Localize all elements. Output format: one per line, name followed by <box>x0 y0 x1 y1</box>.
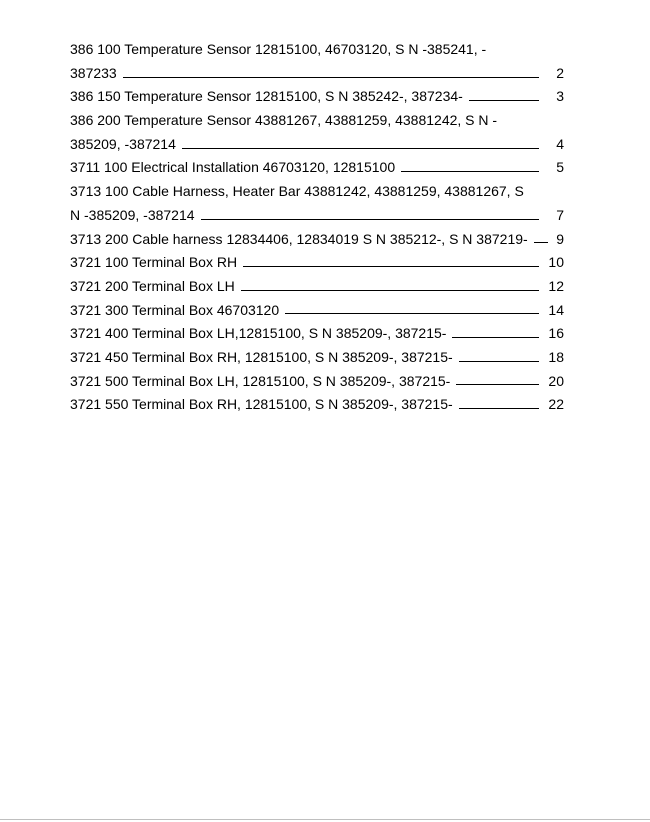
toc-entry[interactable] <box>70 133 564 157</box>
toc-page-number: 12 <box>548 277 564 294</box>
toc-entry-title: 3721 400 Terminal Box LH,12815100, S N 385209-, 387215- <box>70 325 447 342</box>
toc-entry-line <box>70 38 564 62</box>
toc-page-number: 4 <box>556 135 564 152</box>
dot-leader <box>201 218 539 220</box>
toc-entry[interactable] <box>70 275 564 299</box>
toc-entry-title: 3721 550 Terminal Box RH, 12815100, S N 385209-, 387215- <box>70 396 453 413</box>
toc-entry-line <box>70 180 564 204</box>
toc-entry-title: 3721 200 Terminal Box LH <box>70 277 235 294</box>
toc-page-number: 10 <box>548 254 564 271</box>
dot-leader <box>459 360 539 362</box>
toc-entry-title: 386 150 Temperature Sensor 12815100, S N 385242-, 387234- <box>70 88 463 105</box>
toc-entry-title: N -385209, -387214 <box>70 206 195 223</box>
dot-leader <box>285 312 539 314</box>
toc-entry-title: 386 200 Temperature Sensor 43881267, 43881259, 43881242, S N - <box>70 112 498 129</box>
table-of-contents <box>70 38 564 417</box>
toc-page-number: 5 <box>556 159 564 176</box>
toc-entry[interactable] <box>70 346 564 370</box>
toc-entry-title: 3711 100 Electrical Installation 46703120, 12815100 <box>70 159 396 176</box>
toc-entry[interactable] <box>70 393 564 417</box>
dot-leader <box>469 99 539 101</box>
toc-entry-title: 3721 100 Terminal Box RH <box>70 254 238 271</box>
toc-page-number: 3 <box>556 88 564 105</box>
toc-entry-title: 3721 300 Terminal Box 46703120 <box>70 301 280 318</box>
toc-page-number: 20 <box>548 372 564 389</box>
toc-entry[interactable] <box>70 62 564 86</box>
dot-leader <box>182 147 539 149</box>
dot-leader <box>456 383 539 385</box>
toc-entry-title: 3721 450 Terminal Box RH, 12815100, S N 385209-, 387215- <box>70 348 453 365</box>
toc-entry[interactable] <box>70 251 564 275</box>
toc-entry[interactable] <box>70 85 564 109</box>
toc-page-number: 2 <box>556 64 564 81</box>
toc-page-number: 16 <box>548 325 564 342</box>
toc-page-number: 18 <box>548 348 564 365</box>
toc-entry[interactable] <box>70 228 564 252</box>
toc-entry-title: 3713 200 Cable harness 12834406, 12834019 S N 385212-, S N 387219- <box>70 230 528 247</box>
toc-entry[interactable] <box>70 156 564 180</box>
dot-leader <box>534 241 548 243</box>
dot-leader <box>401 170 539 172</box>
page-bottom-border <box>0 819 650 820</box>
toc-entry[interactable] <box>70 299 564 323</box>
toc-page-number: 22 <box>548 396 564 413</box>
toc-entry[interactable] <box>70 204 564 228</box>
toc-entry-title: 3713 100 Cable Harness, Heater Bar 43881242, 43881259, 43881267, S <box>70 183 524 200</box>
toc-entry-title: 3721 500 Terminal Box LH, 12815100, S N 385209-, 387215- <box>70 372 451 389</box>
toc-page-number: 9 <box>556 230 564 247</box>
toc-entry-title: 385209, -387214 <box>70 135 176 152</box>
toc-entry-line <box>70 109 564 133</box>
dot-leader <box>459 407 539 409</box>
dot-leader <box>452 336 539 338</box>
dot-leader <box>123 76 539 78</box>
dot-leader <box>243 265 539 267</box>
toc-entry[interactable] <box>70 322 564 346</box>
toc-entry-title: 386 100 Temperature Sensor 12815100, 46703120, S N -385241, - <box>70 41 487 57</box>
toc-page-number: 14 <box>548 301 564 318</box>
toc-entry[interactable] <box>70 370 564 394</box>
dot-leader <box>241 289 539 291</box>
toc-entry-title: 387233 <box>70 64 117 81</box>
toc-page-number: 7 <box>556 206 564 223</box>
